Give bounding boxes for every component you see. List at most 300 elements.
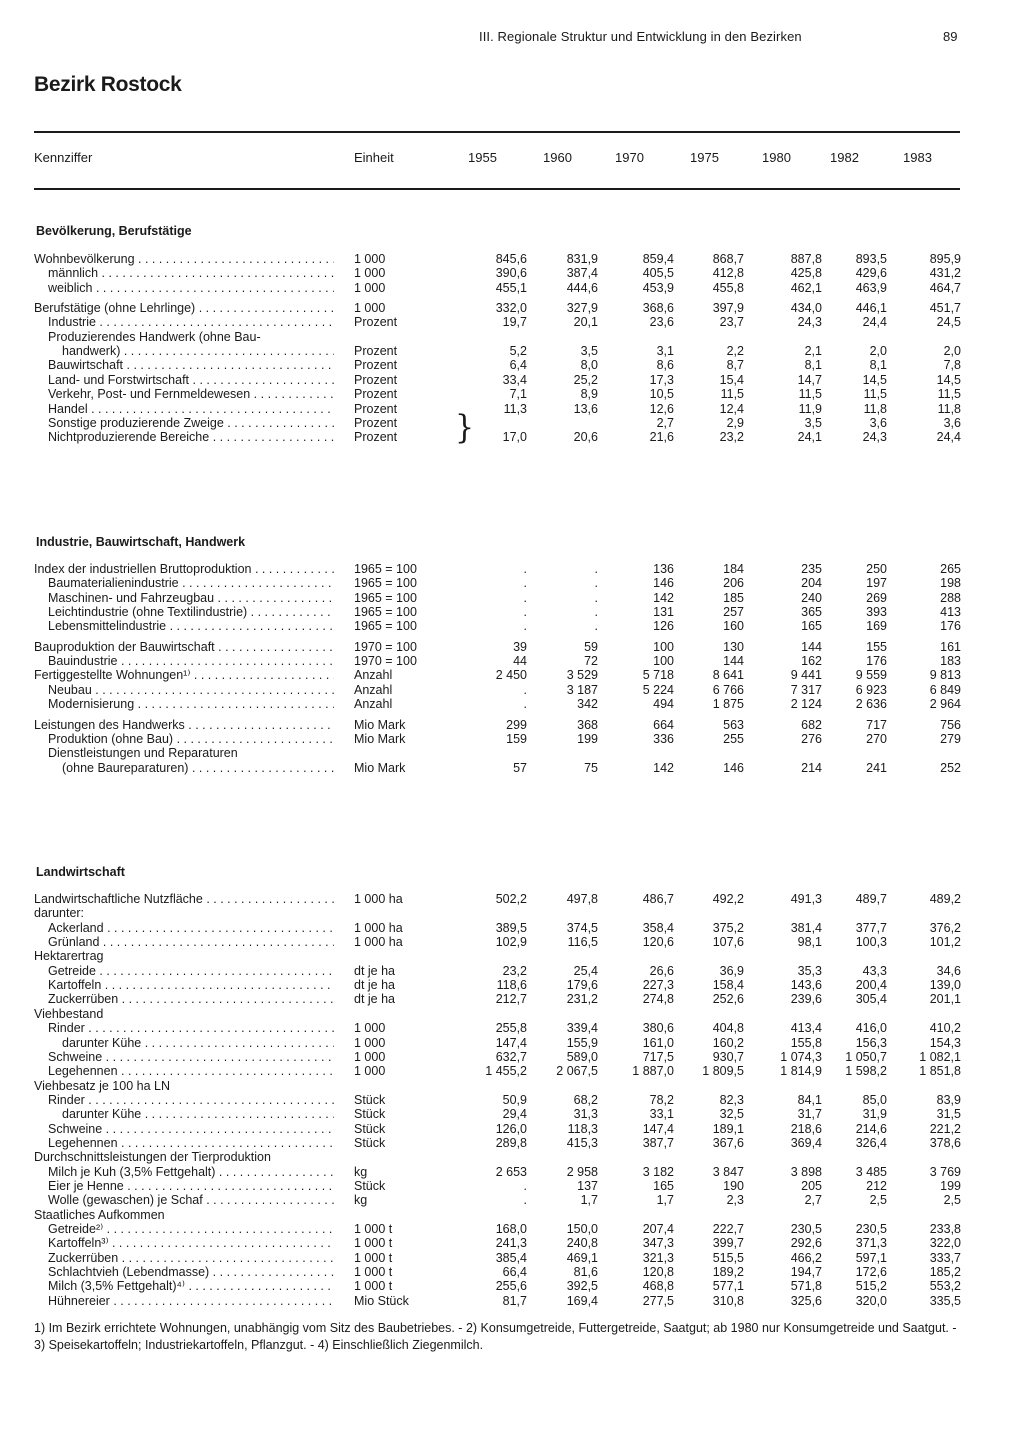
cell-1955: 168,0: [495, 1222, 527, 1237]
row-label: [48, 746, 334, 760]
cell-1983: 221,2: [929, 1121, 961, 1136]
cell-1982: 597,1: [855, 1250, 887, 1265]
cell-1980: 240: [801, 590, 822, 605]
cell-1983: 6 849: [929, 682, 961, 697]
row-unit: 1 000 t: [354, 1279, 393, 1294]
cell-1980: 239,6: [790, 992, 822, 1007]
cell-1960: 8,0: [580, 358, 598, 373]
cell-1970: 859,4: [642, 252, 674, 266]
cell-1955: 50,9: [502, 1092, 527, 1107]
row-label-text: Zuckerrüben: [48, 1250, 119, 1265]
row-unit: 1 000: [354, 1035, 386, 1050]
table-row: [0, 1165, 1024, 1179]
cell-1970: 136: [653, 562, 674, 576]
table-row: [0, 358, 1024, 372]
cell-1970: 131: [653, 605, 674, 620]
cell-1980: 2 124: [790, 697, 822, 712]
row-unit: 1 000 t: [354, 1250, 393, 1265]
row-label-text: Viehbesatz je 100 ha LN: [34, 1078, 170, 1093]
row-label-text: Rinder: [48, 1092, 85, 1107]
row-label: [34, 252, 334, 266]
cell-1982: 515,2: [855, 1279, 887, 1294]
row-unit: 1970 = 100: [354, 654, 417, 669]
row-unit: 1 000: [354, 1064, 386, 1079]
cell-1980: 887,8: [790, 252, 822, 266]
row-label: [48, 387, 334, 401]
cell-1955: 102,9: [495, 935, 527, 950]
table-row: [0, 416, 1024, 430]
cell-1980: 325,6: [790, 1293, 822, 1308]
cell-1980: 2,1: [804, 344, 822, 359]
row-unit: 1 000 ha: [354, 935, 403, 950]
cell-1955: 159: [506, 731, 527, 746]
row-label: [34, 562, 334, 576]
cell-1970: 1 887,0: [632, 1064, 674, 1079]
row-label-text: Rinder: [48, 1021, 85, 1036]
column-header-1970: 1970: [615, 150, 644, 165]
row-label: [48, 266, 334, 280]
cell-1980: 194,7: [790, 1265, 822, 1280]
table-row: [0, 562, 1024, 576]
row-label: [62, 1036, 334, 1050]
row-label-text: Legehennen: [48, 1135, 118, 1150]
cell-1960: 469,1: [566, 1250, 598, 1265]
row-label-text: Milch je Kuh (3,5% Fettgehalt): [48, 1164, 216, 1179]
cell-1982: 100,3: [855, 935, 887, 950]
cell-1960: 2 067,5: [556, 1064, 598, 1079]
row-label-text: Hektarertrag: [34, 949, 104, 964]
column-header-1982: 1982: [830, 150, 859, 165]
row-unit: kg: [354, 1193, 368, 1208]
row-unit: Stück: [354, 1092, 386, 1107]
cell-1983: 11,5: [937, 387, 961, 402]
cell-1980: 14,7: [797, 372, 822, 387]
table-row: [0, 654, 1024, 668]
column-header-einheit: Einheit: [354, 150, 394, 165]
cell-1960: 3 529: [566, 668, 598, 683]
cell-1960: 3 187: [566, 682, 598, 697]
row-label: [34, 1079, 334, 1093]
cell-1982: 11,8: [863, 401, 887, 416]
cell-1982: 9 559: [855, 668, 887, 683]
cell-1960: 20,1: [573, 315, 598, 330]
cell-1983: 431,2: [929, 266, 961, 281]
cell-1970: 3 182: [642, 1164, 674, 1179]
cell-1980: 35,3: [797, 963, 822, 978]
cell-1983: 335,5: [929, 1293, 961, 1308]
row-label: [48, 964, 334, 978]
cell-1955: 389,5: [495, 920, 527, 935]
row-unit: 1965 = 100: [354, 576, 417, 591]
row-unit: 1 000 ha: [354, 892, 403, 906]
cell-1960: 368: [577, 717, 598, 732]
cell-1955: 1 455,2: [485, 1064, 527, 1079]
cell-1955: .: [523, 590, 527, 605]
table-row: [0, 964, 1024, 978]
cell-1982: 155: [866, 639, 887, 654]
cell-1983: 14,5: [936, 372, 961, 387]
cell-1983: 201,1: [929, 992, 961, 1007]
cell-1955: 212,7: [495, 992, 527, 1007]
cell-1970: 23,6: [649, 315, 674, 330]
row-label-text: Produktion (ohne Bau): [48, 731, 174, 746]
cell-1975: 930,7: [712, 1049, 744, 1064]
cell-1982: 320,0: [855, 1293, 887, 1308]
cell-1983: 11,8: [937, 401, 961, 416]
cell-1970: 5 224: [642, 682, 674, 697]
column-header-1960: 1960: [543, 150, 572, 165]
cell-1975: 577,1: [712, 1279, 744, 1294]
cell-1960: 25,2: [573, 372, 598, 387]
cell-1982: 24,3: [862, 430, 887, 445]
table-row: [0, 1007, 1024, 1021]
cell-1983: 176: [940, 619, 961, 634]
cell-1955: .: [523, 1179, 527, 1193]
row-unit: Stück: [354, 1179, 386, 1193]
cell-1955: 126,0: [495, 1121, 527, 1136]
cell-1975: 184: [723, 562, 744, 576]
row-unit: dt je ha: [354, 963, 396, 978]
row-label: [48, 978, 334, 992]
cell-1975: 399,7: [712, 1236, 744, 1251]
row-label-text: Getreide²⁾: [48, 1222, 104, 1237]
row-label-text: männlich: [48, 266, 99, 281]
section-title-bevoelkerung: Bevölkerung, Berufstätige: [36, 224, 192, 238]
cell-1982: 197: [866, 576, 887, 591]
row-label-text: Maschinen- und Fahrzeugbau: [48, 590, 215, 605]
cell-1975: 367,6: [712, 1135, 744, 1150]
row-label-text: darunter Kühe: [62, 1035, 142, 1050]
row-label-text: Wohnbevölkerung: [34, 252, 135, 266]
cell-1975: 455,8: [712, 280, 744, 295]
row-label: [48, 1279, 334, 1293]
cell-1955: 255,6: [495, 1279, 527, 1294]
cell-1955: 2 653: [495, 1164, 527, 1179]
cell-1983: 154,3: [929, 1035, 961, 1050]
cell-1982: 200,4: [855, 978, 887, 993]
row-unit: Mio Mark: [354, 760, 406, 775]
row-label-text: Kartoffeln³⁾: [48, 1236, 109, 1251]
cell-1980: 8,1: [804, 358, 822, 373]
cell-1980: 11,5: [798, 387, 822, 402]
row-unit: Prozent: [354, 387, 398, 402]
cell-1983: 322,0: [929, 1236, 961, 1251]
column-header-1983: 1983: [903, 150, 932, 165]
cell-1960: 3,5: [580, 344, 598, 359]
cell-1960: 497,8: [566, 892, 598, 906]
table-row: [0, 1265, 1024, 1279]
cell-1983: 185,2: [929, 1265, 961, 1280]
table-row: [0, 402, 1024, 416]
row-unit: 1965 = 100: [354, 562, 417, 576]
cell-1970: 142: [653, 760, 674, 775]
section-title-industrie: Industrie, Bauwirtschaft, Handwerk: [36, 535, 246, 549]
cell-1970: 717,5: [642, 1049, 674, 1064]
cell-1975: 397,9: [712, 301, 744, 316]
table-row: [0, 640, 1024, 654]
cell-1960: 150,0: [566, 1222, 598, 1237]
table-row: [0, 1236, 1024, 1250]
cell-1955: 332,0: [495, 301, 527, 316]
cell-1980: 155,8: [790, 1035, 822, 1050]
row-label-text: Neubau: [48, 682, 92, 697]
page-title: Bezirk Rostock: [34, 73, 182, 96]
cell-1982: 269: [866, 590, 887, 605]
row-label: [62, 344, 334, 358]
cell-1982: 393: [866, 605, 887, 620]
cell-1960: 68,2: [573, 1092, 598, 1107]
row-label-text: Sonstige produzierende Zweige: [48, 415, 224, 430]
row-unit: Prozent: [354, 358, 398, 373]
cell-1955: 5,2: [509, 344, 527, 359]
cell-1982: 6 923: [855, 682, 887, 697]
table-row: [0, 1122, 1024, 1136]
table-row: [0, 668, 1024, 682]
table-row: [0, 1193, 1024, 1207]
row-unit: 1 000: [354, 1049, 386, 1064]
cell-1975: 375,2: [712, 920, 744, 935]
row-label: [34, 640, 334, 654]
row-unit: Anzahl: [354, 668, 393, 683]
cell-1970: 10,5: [649, 387, 674, 402]
cell-1955: 29,4: [502, 1107, 527, 1122]
row-label: [48, 697, 334, 711]
table-row: [0, 949, 1024, 963]
cell-1975: 412,8: [712, 266, 744, 281]
column-header-1955: 1955: [468, 150, 497, 165]
cell-1975: 189,1: [712, 1121, 744, 1136]
cell-1955: 241,3: [495, 1236, 527, 1251]
table-row: [0, 732, 1024, 746]
cell-1955: 502,2: [495, 892, 527, 906]
cell-1975: 252,6: [712, 992, 744, 1007]
cell-1975: 868,7: [712, 252, 744, 266]
cell-1975: 563: [723, 717, 744, 732]
cell-1970: 120,6: [642, 935, 674, 950]
cell-1960: 20,6: [573, 430, 598, 445]
table-row: [0, 1050, 1024, 1064]
cell-1970: 126: [653, 619, 674, 634]
cell-1983: 199: [940, 1179, 961, 1193]
table-row: [0, 1021, 1024, 1035]
table-row: [0, 761, 1024, 775]
cell-1970: 142: [653, 590, 674, 605]
cell-1960: .: [594, 605, 598, 620]
row-label-text: Berufstätige (ohne Lehrlinge): [34, 301, 196, 316]
cell-1970: 347,3: [642, 1236, 674, 1251]
row-label: [48, 1294, 334, 1308]
cell-1983: 2,0: [943, 344, 961, 359]
cell-1980: 143,6: [790, 978, 822, 993]
row-label: [48, 281, 334, 295]
column-header-1975: 1975: [690, 150, 719, 165]
cell-1980: 462,1: [790, 280, 822, 295]
cell-1980: 369,4: [790, 1135, 822, 1150]
row-unit: 1 000: [354, 280, 386, 295]
cell-1975: 36,9: [719, 963, 744, 978]
cell-1955: 455,1: [495, 280, 527, 295]
table-row: [0, 1294, 1024, 1308]
row-label-text: (ohne Baureparaturen): [62, 760, 189, 775]
row-label-text: Index der industriellen Bruttoproduktion: [34, 562, 252, 576]
cell-1975: 1 875: [712, 697, 744, 712]
table-row: [0, 315, 1024, 329]
row-label-text: Getreide: [48, 963, 96, 978]
cell-1960: 72: [584, 654, 598, 669]
cell-1970: 358,4: [642, 920, 674, 935]
cell-1982: 31,9: [862, 1107, 887, 1122]
row-label: [34, 1007, 334, 1021]
cell-1975: 190: [723, 1179, 744, 1193]
row-label-text: Wolle (gewaschen) je Schaf: [48, 1193, 203, 1208]
cell-1975: 1 809,5: [702, 1064, 744, 1079]
cell-1980: 425,8: [790, 266, 822, 281]
row-label: [48, 683, 334, 697]
cell-1960: 155,9: [566, 1035, 598, 1050]
cell-1975: 23,7: [719, 315, 744, 330]
row-label: [48, 430, 334, 444]
row-unit: Prozent: [354, 315, 398, 330]
cell-1983: 1 851,8: [919, 1064, 961, 1079]
cell-1960: 31,3: [573, 1107, 598, 1122]
cell-1955: 11,3: [503, 401, 527, 416]
table-row: [0, 373, 1024, 387]
table-row: [0, 330, 1024, 344]
cell-1955: 23,2: [502, 963, 527, 978]
cell-1982: 463,9: [855, 280, 887, 295]
row-label-text: Schlachtvieh (Lebendmasse): [48, 1265, 210, 1280]
cell-1955: 299: [506, 717, 527, 732]
row-label-text: Produzierendes Handwerk (ohne Bau-: [48, 329, 261, 344]
row-label-text: Leistungen des Handwerks: [34, 717, 185, 732]
row-unit: Prozent: [354, 430, 398, 445]
cell-1983: 198: [940, 576, 961, 591]
cell-1975: 107,6: [712, 935, 744, 950]
row-label-text: Zuckerrüben: [48, 992, 119, 1007]
row-unit: dt je ha: [354, 978, 396, 993]
cell-1970: 277,5: [642, 1293, 674, 1308]
cell-1980: 205: [801, 1179, 822, 1193]
cell-1983: 464,7: [929, 280, 961, 295]
row-label-text: Industrie: [48, 315, 96, 330]
cell-1975: 3 847: [712, 1164, 744, 1179]
table-row: [0, 921, 1024, 935]
cell-1975: 158,4: [712, 978, 744, 993]
cell-1960: 240,8: [566, 1236, 598, 1251]
cell-1960: 25,4: [573, 963, 598, 978]
cell-1983: 83,9: [936, 1092, 961, 1107]
cell-1970: 100: [653, 639, 674, 654]
cell-1970: 78,2: [649, 1092, 674, 1107]
brace-mark: }: [455, 408, 475, 447]
row-label: [48, 732, 334, 746]
row-label: [48, 1122, 334, 1136]
row-unit: Mio Mark: [354, 731, 406, 746]
table-row: [0, 1251, 1024, 1265]
row-label-text: Durchschnittsleistungen der Tierproduktion: [34, 1150, 271, 1165]
row-label: [48, 921, 334, 935]
cell-1960: 179,6: [566, 978, 598, 993]
cell-1983: 413: [940, 605, 961, 620]
cell-1980: 24,3: [797, 315, 822, 330]
row-label: [48, 1093, 334, 1107]
row-label-text: Land- und Forstwirtschaft: [48, 372, 190, 387]
cell-1960: 81,6: [573, 1265, 598, 1280]
cell-1980: 2,7: [804, 1193, 822, 1208]
cell-1982: 416,0: [855, 1021, 887, 1036]
cell-1970: 21,6: [649, 430, 674, 445]
row-label: [48, 576, 334, 590]
cell-1982: 8,1: [869, 358, 887, 373]
row-label: [48, 1165, 334, 1179]
cell-1975: 11,5: [720, 387, 744, 402]
cell-1982: 2 636: [855, 697, 887, 712]
cell-1980: 276: [801, 731, 822, 746]
row-label: [48, 1064, 334, 1078]
table-row: [0, 1179, 1024, 1193]
cell-1982: 3,6: [869, 415, 887, 430]
cell-1983: 553,2: [929, 1279, 961, 1294]
table-row: [0, 430, 1024, 444]
cell-1960: 589,0: [566, 1049, 598, 1064]
cell-1982: 1 598,2: [845, 1064, 887, 1079]
row-label-text: darunter Kühe: [62, 1107, 142, 1122]
cell-1970: 453,9: [642, 280, 674, 295]
row-unit: 1965 = 100: [354, 590, 417, 605]
cell-1960: .: [594, 576, 598, 591]
cell-1960: .: [594, 562, 598, 576]
cell-1960: 1,7: [580, 1193, 598, 1208]
cell-1960: 339,4: [566, 1021, 598, 1036]
cell-1970: 33,1: [649, 1107, 674, 1122]
cell-1980: 162: [801, 654, 822, 669]
running-header: III. Regionale Struktur und Entwicklung in den Bezirken: [479, 29, 802, 44]
row-label: [34, 906, 334, 920]
cell-1975: 32,5: [719, 1107, 744, 1122]
row-label: [34, 301, 334, 315]
cell-1960: 415,3: [566, 1135, 598, 1150]
row-unit: Anzahl: [354, 697, 393, 712]
row-label: [34, 892, 334, 906]
cell-1970: 336: [653, 731, 674, 746]
cell-1983: 139,0: [929, 978, 961, 993]
row-label-text: Leichtindustrie (ohne Textilindustrie): [48, 605, 248, 620]
cell-1983: 31,5: [936, 1107, 961, 1122]
row-label-text: Bauwirtschaft: [48, 358, 124, 373]
cell-1955: 57: [513, 760, 527, 775]
cell-1960: 169,4: [566, 1293, 598, 1308]
cell-1960: 118,3: [567, 1121, 598, 1136]
cell-1960: 75: [584, 760, 598, 775]
row-label: [48, 654, 334, 668]
row-label: [48, 619, 334, 633]
table-row: [0, 605, 1024, 619]
table-row: [0, 301, 1024, 315]
row-label-text: Viehbestand: [34, 1006, 104, 1021]
table-row: [0, 992, 1024, 1006]
row-unit: Stück: [354, 1107, 386, 1122]
cell-1982: 305,4: [855, 992, 887, 1007]
cell-1975: 144: [723, 654, 744, 669]
cell-1982: 214,6: [855, 1121, 887, 1136]
cell-1982: 893,5: [855, 252, 887, 266]
cell-1983: 756: [940, 717, 961, 732]
cell-1980: 491,3: [790, 892, 822, 906]
row-unit: 1 000: [354, 266, 386, 281]
cell-1980: 1 074,3: [780, 1049, 822, 1064]
cell-1975: 15,4: [719, 372, 744, 387]
cell-1983: 161: [940, 639, 961, 654]
